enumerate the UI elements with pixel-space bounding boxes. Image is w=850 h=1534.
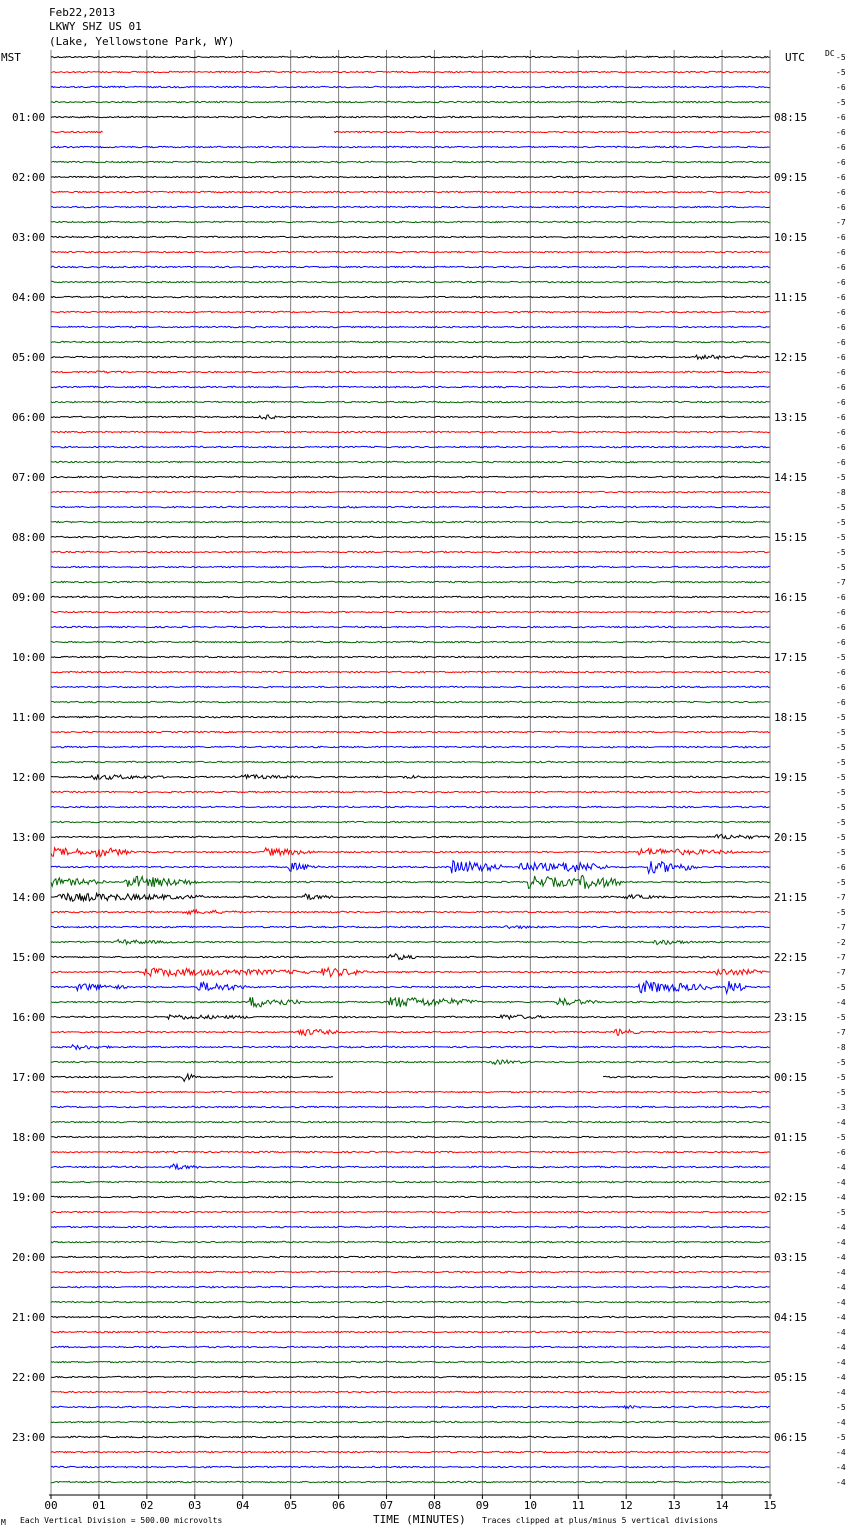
dc-offset-8: -6	[836, 173, 846, 182]
dc-offset-69: -5	[836, 1088, 846, 1097]
trace-71	[51, 1121, 770, 1122]
x-tick-label-5: 05	[284, 1499, 298, 1512]
mst-label-10: 10:00	[12, 651, 46, 664]
trace-39	[51, 641, 770, 642]
x-axis-ticks	[44, 1495, 776, 1512]
trace-30	[51, 506, 770, 508]
dc-offset-28: -5	[836, 473, 846, 482]
dc-offset-77: -5	[836, 1208, 846, 1217]
dc-offset-3: -5	[836, 98, 846, 107]
trace-11	[51, 221, 770, 222]
dc-offset-16: -6	[836, 293, 846, 302]
trace-43	[51, 701, 770, 702]
utc-label-9: 16:15	[774, 591, 808, 604]
left-timezone-label: MST	[1, 51, 21, 64]
trace-76	[51, 1196, 770, 1197]
dc-offset-81: -4	[836, 1268, 846, 1277]
scale-note: Each Vertical Division = 500.00 microvolts	[20, 1516, 223, 1525]
dc-offset-15: -6	[836, 278, 846, 287]
dc-offset-38: -6	[836, 623, 846, 632]
dc-offset-80: -4	[836, 1253, 846, 1262]
dc-offset-18: -6	[836, 323, 846, 332]
trace-62	[51, 981, 770, 993]
utc-label-10: 17:15	[774, 651, 808, 664]
trace-48	[51, 775, 770, 780]
dc-offset-95: -4	[836, 1478, 846, 1487]
trace-32	[51, 536, 770, 537]
utc-label-5: 12:15	[774, 351, 808, 364]
dc-offset-10: -6	[836, 203, 846, 212]
dc-offset-4: -6	[836, 113, 846, 122]
dc-label: DC	[825, 49, 835, 58]
dc-offset-78: -4	[836, 1223, 846, 1232]
trace-37	[51, 611, 770, 612]
dc-offset-89: -4	[836, 1388, 846, 1397]
dc-offset-20: -6	[836, 353, 846, 362]
trace-82	[51, 1286, 770, 1287]
dc-offset-22: -6	[836, 383, 846, 392]
dc-offset-42: -6	[836, 683, 846, 692]
dc-offset-1: -5	[836, 68, 846, 77]
dc-offset-86: -4	[836, 1343, 846, 1352]
trace-12	[51, 236, 770, 237]
mst-label-15: 15:00	[12, 951, 46, 964]
x-tick-label-14: 14	[715, 1499, 729, 1512]
mst-label-2: 02:00	[12, 171, 46, 184]
trace-41	[51, 671, 770, 672]
trace-19	[51, 341, 770, 342]
dc-offset-76: -4	[836, 1193, 846, 1202]
dc-offset-68: -5	[836, 1073, 846, 1082]
dc-offset-0: -5	[836, 53, 846, 62]
trace-59	[51, 940, 770, 945]
dc-offset-45: -5	[836, 728, 846, 737]
utc-label-14: 21:15	[774, 891, 808, 904]
utc-label-17: 00:15	[774, 1071, 808, 1084]
trace-9	[51, 191, 770, 192]
trace-56	[51, 893, 770, 901]
x-tick-label-4: 04	[236, 1499, 250, 1512]
utc-label-16: 23:15	[774, 1011, 808, 1024]
dc-offset-59: -2	[836, 938, 846, 947]
trace-10	[51, 206, 770, 207]
mst-label-18: 18:00	[12, 1131, 46, 1144]
utc-label-3: 10:15	[774, 231, 808, 244]
dc-offset-85: -4	[836, 1328, 846, 1337]
dc-offset-87: -4	[836, 1358, 846, 1367]
dc-offset-34: -5	[836, 563, 846, 572]
dc-offset-82: -4	[836, 1283, 846, 1292]
dc-offset-24: -6	[836, 413, 846, 422]
x-tick-label-11: 11	[571, 1499, 585, 1512]
trace-66	[51, 1045, 770, 1050]
dc-offset-57: -5	[836, 908, 846, 917]
dc-offset-91: -4	[836, 1418, 846, 1427]
trace-94	[51, 1466, 770, 1467]
mst-label-13: 13:00	[12, 831, 46, 844]
trace-95	[51, 1481, 770, 1482]
dc-offset-labels	[836, 53, 846, 1487]
trace-90	[51, 1406, 770, 1409]
mst-label-14: 14:00	[12, 891, 46, 904]
dc-offset-41: -6	[836, 668, 846, 677]
trace-86	[51, 1346, 770, 1347]
trace-17	[51, 311, 770, 312]
dc-offset-73: -6	[836, 1148, 846, 1157]
dc-offset-61: -7	[836, 968, 846, 977]
trace-46	[51, 746, 770, 747]
mst-label-16: 16:00	[12, 1011, 46, 1024]
trace-63	[51, 997, 770, 1007]
dc-offset-51: -5	[836, 818, 846, 827]
dc-offset-13: -6	[836, 248, 846, 257]
header-date: Feb22,2013	[49, 6, 116, 19]
dc-offset-92: -5	[836, 1433, 846, 1442]
trace-14	[51, 266, 770, 267]
mst-label-21: 21:00	[12, 1311, 46, 1324]
x-tick-label-6: 06	[331, 1499, 346, 1512]
trace-49	[51, 791, 770, 792]
dc-offset-35: -7	[836, 578, 846, 587]
mst-label-17: 17:00	[12, 1071, 46, 1084]
trace-3	[51, 101, 770, 102]
trace-51	[51, 821, 770, 822]
trace-6	[51, 146, 770, 147]
trace-27	[51, 461, 770, 462]
trace-35	[51, 581, 770, 582]
trace-38	[51, 626, 770, 627]
dc-offset-65: -7	[836, 1028, 846, 1037]
dc-offset-54: -6	[836, 863, 846, 872]
dc-offset-48: -5	[836, 773, 846, 782]
x-tick-label-0: 00	[44, 1499, 58, 1512]
trace-81	[51, 1271, 770, 1272]
dc-offset-30: -5	[836, 503, 846, 512]
dc-offset-43: -6	[836, 698, 846, 707]
x-tick-label-12: 12	[619, 1499, 633, 1512]
x-tick-label-8: 08	[427, 1499, 442, 1512]
trace-47	[51, 761, 770, 762]
trace-65	[51, 1029, 770, 1035]
trace-26	[51, 446, 770, 447]
dc-offset-49: -5	[836, 788, 846, 797]
dc-offset-62: -5	[836, 983, 846, 992]
dc-offset-53: -5	[836, 848, 846, 857]
trace-91	[51, 1421, 770, 1422]
trace-77	[51, 1211, 770, 1212]
trace-44	[51, 716, 770, 717]
mst-label-19: 19:00	[12, 1191, 46, 1204]
trace-33	[51, 551, 770, 552]
dc-offset-39: -6	[836, 638, 846, 647]
dc-offset-36: -6	[836, 593, 846, 602]
mst-label-23: 23:00	[12, 1431, 46, 1444]
x-tick-label-9: 09	[475, 1499, 490, 1512]
dc-offset-5: -6	[836, 128, 846, 137]
utc-hour-labels	[774, 111, 807, 1444]
trace-55	[51, 875, 770, 888]
utc-label-18: 01:15	[774, 1131, 808, 1144]
x-tick-label-1: 01	[92, 1499, 106, 1512]
utc-label-13: 20:15	[774, 831, 808, 844]
mst-label-1: 01:00	[12, 111, 46, 124]
trace-25	[51, 431, 770, 432]
dc-offset-64: -5	[836, 1013, 846, 1022]
dc-offset-83: -4	[836, 1298, 846, 1307]
mst-label-12: 12:00	[12, 771, 46, 784]
dc-offset-33: -5	[836, 548, 846, 557]
trace-8	[51, 176, 770, 177]
dc-offset-11: -7	[836, 218, 846, 227]
mst-label-11: 11:00	[12, 711, 46, 724]
utc-label-7: 14:15	[774, 471, 808, 484]
trace-0	[51, 56, 770, 57]
trace-87	[51, 1361, 770, 1362]
trace-73	[51, 1151, 770, 1152]
dc-offset-23: -6	[836, 398, 846, 407]
x-tick-label-2: 02	[140, 1499, 154, 1512]
trace-18	[51, 326, 770, 327]
x-axis-title: TIME (MINUTES)	[373, 1513, 466, 1526]
utc-label-4: 11:15	[774, 291, 808, 304]
dc-offset-37: -6	[836, 608, 846, 617]
trace-45	[51, 731, 770, 732]
trace-58	[51, 926, 770, 929]
trace-83	[51, 1301, 770, 1302]
trace-60	[51, 954, 770, 960]
corner-mark: M	[1, 1518, 6, 1527]
mst-label-5: 05:00	[12, 351, 46, 364]
header-station: LKWY SHZ US 01	[49, 20, 142, 33]
trace-34	[51, 566, 770, 567]
seismic-traces	[51, 56, 770, 1482]
trace-15	[51, 281, 770, 282]
trace-1	[51, 71, 770, 72]
dc-offset-6: -6	[836, 143, 846, 152]
dc-offset-40: -5	[836, 653, 846, 662]
trace-21	[51, 371, 770, 373]
trace-92	[51, 1436, 770, 1437]
trace-7	[51, 161, 770, 162]
mst-label-6: 06:00	[12, 411, 46, 424]
dc-offset-88: -4	[836, 1373, 846, 1382]
utc-label-22: 05:15	[774, 1371, 808, 1384]
dc-offset-32: -5	[836, 533, 846, 542]
x-tick-label-10: 10	[523, 1499, 537, 1512]
dc-offset-55: -5	[836, 878, 846, 887]
dc-offset-47: -5	[836, 758, 846, 767]
utc-label-6: 13:15	[774, 411, 808, 424]
dc-offset-19: -6	[836, 338, 846, 347]
dc-offset-90: -5	[836, 1403, 846, 1412]
trace-84	[51, 1316, 770, 1317]
dc-offset-26: -6	[836, 443, 846, 452]
mst-label-9: 09:00	[12, 591, 46, 604]
trace-29	[51, 491, 770, 492]
x-tick-label-13: 13	[667, 1499, 681, 1512]
trace-53	[51, 848, 770, 857]
dc-offset-67: -5	[836, 1058, 846, 1067]
mst-label-8: 08:00	[12, 531, 46, 544]
trace-70	[51, 1106, 770, 1107]
trace-24	[51, 415, 770, 419]
mst-label-4: 04:00	[12, 291, 46, 304]
utc-label-15: 22:15	[774, 951, 808, 964]
trace-61	[51, 968, 770, 977]
trace-40	[51, 656, 770, 657]
dc-offset-70: -3	[836, 1103, 846, 1112]
utc-label-21: 04:15	[774, 1311, 808, 1324]
dc-offset-60: -7	[836, 953, 846, 962]
dc-offset-74: -4	[836, 1163, 846, 1172]
utc-label-12: 19:15	[774, 771, 808, 784]
trace-5	[51, 131, 770, 132]
trace-52	[51, 834, 770, 838]
trace-50	[51, 806, 770, 807]
dc-offset-7: -6	[836, 158, 846, 167]
trace-42	[51, 686, 770, 687]
trace-79	[51, 1241, 770, 1242]
trace-89	[51, 1391, 770, 1392]
trace-28	[51, 476, 770, 477]
dc-offset-50: -5	[836, 803, 846, 812]
trace-31	[51, 521, 770, 522]
dc-offset-17: -6	[836, 308, 846, 317]
dc-offset-84: -4	[836, 1313, 846, 1322]
trace-69	[51, 1091, 770, 1092]
trace-64	[51, 1015, 770, 1019]
dc-offset-25: -6	[836, 428, 846, 437]
dc-offset-52: -5	[836, 833, 846, 842]
dc-offset-27: -6	[836, 458, 846, 467]
dc-offset-31: -5	[836, 518, 846, 527]
trace-85	[51, 1331, 770, 1332]
trace-74	[51, 1164, 770, 1169]
dc-offset-66: -8	[836, 1043, 846, 1052]
trace-57	[51, 910, 770, 914]
header-location: (Lake, Yellowstone Park, WY)	[49, 35, 235, 48]
dc-offset-12: -6	[836, 233, 846, 242]
trace-88	[51, 1376, 770, 1377]
mst-label-22: 22:00	[12, 1371, 46, 1384]
dc-offset-75: -4	[836, 1178, 846, 1187]
utc-label-2: 09:15	[774, 171, 808, 184]
dc-offset-2: -6	[836, 83, 846, 92]
trace-23	[51, 401, 770, 402]
trace-78	[51, 1226, 770, 1227]
trace-80	[51, 1256, 770, 1257]
trace-67	[51, 1060, 770, 1064]
dc-offset-21: -6	[836, 368, 846, 377]
dc-offset-46: -5	[836, 743, 846, 752]
x-tick-label-3: 03	[188, 1499, 202, 1512]
dc-offset-58: -7	[836, 923, 846, 932]
trace-22	[51, 386, 770, 387]
trace-2	[51, 86, 770, 87]
utc-label-20: 03:15	[774, 1251, 808, 1264]
trace-16	[51, 296, 770, 297]
dc-offset-79: -4	[836, 1238, 846, 1247]
x-tick-label-7: 07	[379, 1499, 394, 1512]
utc-label-11: 18:15	[774, 711, 808, 724]
trace-93	[51, 1451, 770, 1452]
dc-offset-14: -6	[836, 263, 846, 272]
dc-offset-93: -4	[836, 1448, 846, 1457]
trace-75	[51, 1181, 770, 1182]
mst-hour-labels	[12, 111, 45, 1444]
dc-offset-9: -6	[836, 188, 846, 197]
dc-offset-63: -4	[836, 998, 846, 1007]
dc-offset-56: -7	[836, 893, 846, 902]
right-timezone-label: UTC	[785, 51, 805, 64]
trace-36	[51, 596, 770, 597]
mst-label-3: 03:00	[12, 231, 46, 244]
utc-label-23: 06:15	[774, 1431, 808, 1444]
dc-offset-72: -5	[836, 1133, 846, 1142]
dc-offset-94: -4	[836, 1463, 846, 1472]
trace-4	[51, 116, 770, 117]
utc-label-19: 02:15	[774, 1191, 808, 1204]
trace-68	[51, 1074, 770, 1081]
mst-label-7: 07:00	[12, 471, 46, 484]
mst-label-20: 20:00	[12, 1251, 46, 1264]
utc-label-8: 15:15	[774, 531, 808, 544]
clip-note: Traces clipped at plus/minus 5 vertical divisions	[482, 1516, 719, 1525]
trace-54	[51, 861, 770, 874]
dc-offset-29: -8	[836, 488, 846, 497]
utc-label-1: 08:15	[774, 111, 808, 124]
dc-offset-71: -4	[836, 1118, 846, 1127]
x-tick-label-15: 15	[763, 1499, 777, 1512]
trace-13	[51, 251, 770, 252]
dc-offset-44: -5	[836, 713, 846, 722]
trace-20	[51, 355, 770, 359]
trace-72	[51, 1136, 770, 1137]
